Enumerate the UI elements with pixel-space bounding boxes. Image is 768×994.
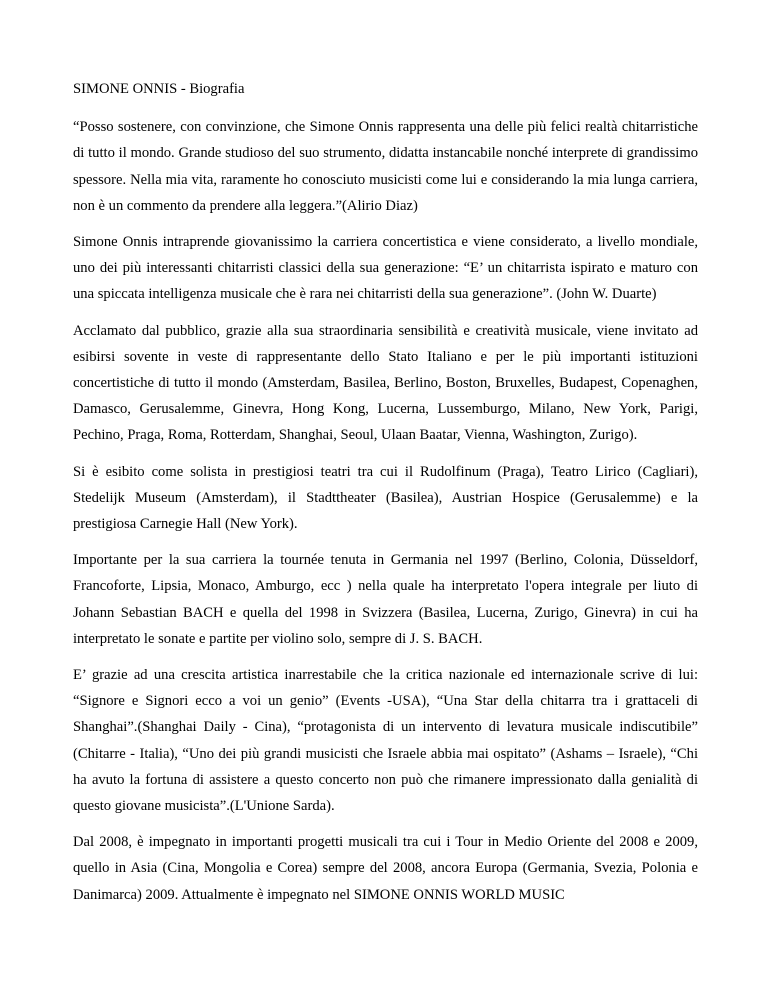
paragraph-critics: E’ grazie ad una crescita artistica inarrestabile che la critica nazionale ed internazionale scrive di lui: “Signore e Signori ecco a voi un genio” (Events -USA), “Una Star della chitarra tra i grattaceli di Shanghai”.(Shanghai Daily - Cina), “protagonista di un intervento di levatura musicale indiscutibile” (Chitarre - Italia), “Uno dei più grandi musicisti che Israele abbia mai ospitato” (Ashams – Israele), “Chi ha avuto la fortuna di assistere a questo concerto non può che rimanere impressionato dalla genialità di questo giovane musicista”.(L'Unione Sarda). [73,667,698,815]
paragraph-acclaim: Acclamato dal pubblico, grazie alla sua straordinaria sensibilità e creatività musicale, viene invitato ad esibirsi sovente in veste di rappresentante dello Stato Italiano e per le più importanti istituzioni concertistiche di tutto il mondo (Amsterdam, Basilea, Berlino, Boston, Bruxelles, Budapest, Copenaghen, Damasco, Gerusalemme, Ginevra, Hong Kong, Lucerna, Lussemburgo, Milano, New York, Parigi, Pechino, Praga, Roma, Rotterdam, Shanghai, Seoul, Ulaan Baatar, Vienna, Washington, Zurigo). [73,322,698,444]
paragraph-projects: Dal 2008, è impegnato in importanti progetti musicali tra cui i Tour in Medio Oriente del 2008 e 2009, quello in Asia (Cina, Mongolia e Corea) sempre del 2008, ancora Europa (Germania, Svezia, Polonia e Danimarca) 2009. Attualmente è impegnato nel SIMONE ONNIS WORLD MUSIC [73,834,698,903]
paragraph-career-start: Simone Onnis intraprende giovanissimo la carriera concertistica e viene considerato, a livello mondiale, uno dei più interessanti chitarristi classici della sua generazione: “E’ un chitarrista ispirato e maturo con una spiccata intelligenza musicale che è rara nei chitarristi della sua generazione”. (John W. Duarte) [73,234,698,303]
document-page [73,76,698,918]
paragraph-theatres: Si è esibito come solista in prestigiosi teatri tra cui il Rudolfinum (Praga), Teatro Lirico (Cagliari), Stedelijk Museum (Amsterdam), il Stadttheater (Basilea), Austrian Hospice (Gerusalemme) e la prestigiosa Carnegie Hall (New York). [73,463,698,533]
document-title: SIMONE ONNIS - Biografia [73,81,245,97]
paragraph-quote-alirio-diaz: “Posso sostenere, con convinzione, che Simone Onnis rappresenta una delle più felici realtà chitarristiche di tutto il mondo. Grande studioso del suo strumento, didatta instancabile nonché interprete di grandissimo spessore. Nella mia vita, raramente ho conosciuto musicisti come lui e considerando la mia lunga carriera, non è un commento da prendere alla leggera.”(Alirio Diaz) [73,119,698,214]
paragraph-tours-bach: Importante per la sua carriera la tournée tenuta in Germania nel 1997 (Berlino, Colonia, Düsseldorf, Francoforte, Lipsia, Monaco, Amburgo, ecc ) nella quale ha interpretato l'opera integrale per liuto di Johann Sebastian BACH e quella del 1998 in Svizzera (Basilea, Lucerna, Zurigo, Ginevra) in cui ha interpretato le sonate e partite per violino solo, sempre di J. S. BACH. [73,552,698,647]
